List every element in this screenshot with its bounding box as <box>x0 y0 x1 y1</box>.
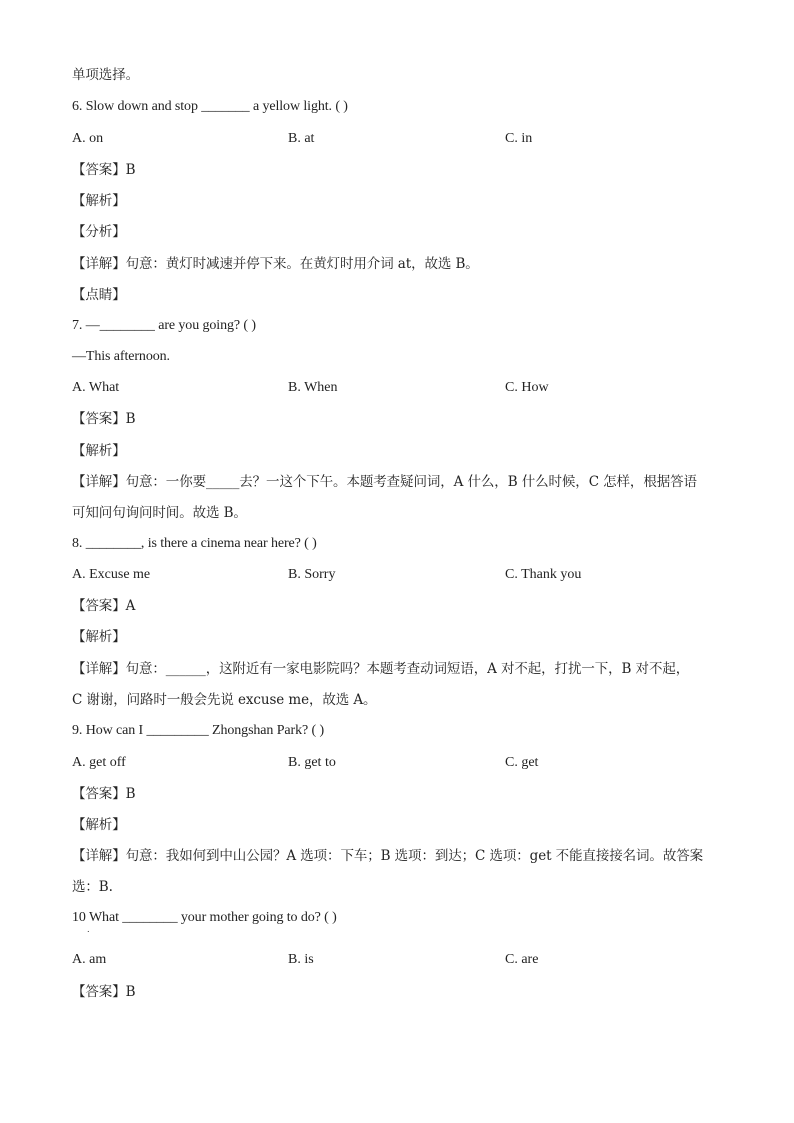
question-8-analysis-heading: 【解析】 <box>72 629 126 645</box>
question-7-answer: 【答案】B <box>72 411 136 427</box>
question-7-analysis-heading: 【解析】 <box>72 443 126 459</box>
question-9-detail-line-2: 选：B. <box>72 879 113 895</box>
question-9-stem: 9. How can I _________ Zhongshan Park? ( ) <box>72 723 325 738</box>
question-6-detail: 【详解】句意：黄灯时减速并停下来。在黄灯时用介词 at，故选 B。 <box>72 256 479 272</box>
question-9-detail-line-1: 【详解】句意：我如何到中山公园？A 选项：下车；B 选项：到达；C 选项：get 不能直接接名词。故答案 <box>72 848 704 864</box>
question-10-stray-dot: . <box>87 925 90 934</box>
question-10-option-b: B. is <box>288 952 314 967</box>
question-7-reply: —This afternoon. <box>72 349 170 364</box>
question-9-option-b: B. get to <box>288 755 336 770</box>
question-8-option-c: C. Thank you <box>505 567 582 582</box>
question-7-detail-line-1: 【详解】句意：一你要_____去？一这个下午。本题考查疑问词，A 什么，B 什么时候，C 怎样，根据答语 <box>72 474 697 490</box>
section-intro: 单项选择。 <box>72 67 139 83</box>
question-6-answer: 【答案】B <box>72 162 136 178</box>
question-6-option-c: C. in <box>505 131 533 146</box>
question-8-answer: 【答案】A <box>72 598 136 614</box>
question-9-option-a: A. get off <box>72 755 126 770</box>
question-6-option-a: A. on <box>72 131 104 146</box>
question-10-option-c: C. are <box>505 952 539 967</box>
question-6-fenxi-heading: 【分析】 <box>72 224 126 240</box>
question-6-option-b: B. at <box>288 131 315 146</box>
question-8-detail-line-2: C 谢谢，问路时一般会先说 excuse me，故选 A。 <box>72 692 377 708</box>
question-8-stem: 8. ________, is there a cinema near here? ( ) <box>72 536 317 551</box>
question-8-option-b: B. Sorry <box>288 567 336 582</box>
question-8-option-a: A. Excuse me <box>72 567 151 582</box>
question-7-stem: 7. —________ are you going? ( ) <box>72 318 256 333</box>
question-6-stem: 6. Slow down and stop _______ a yellow light. ( ) <box>72 99 348 114</box>
question-10-option-a: A. am <box>72 952 107 967</box>
question-10-answer: 【答案】B <box>72 984 136 1000</box>
question-7-option-c: C. How <box>505 380 549 395</box>
question-9-analysis-heading: 【解析】 <box>72 817 126 833</box>
question-7-detail-line-2: 可知问句询问时间。故选 B。 <box>72 505 247 521</box>
question-7-option-a: A. What <box>72 380 120 395</box>
question-9-answer: 【答案】B <box>72 786 136 802</box>
question-6-dianjing-heading: 【点睛】 <box>72 287 126 303</box>
question-7-option-b: B. When <box>288 380 338 395</box>
question-8-detail-line-1: 【详解】句意：______，这附近有一家电影院吗？本题考查动词短语，A 对不起，打扰一下，B 对不起， <box>72 661 690 677</box>
question-10-stem: 10 What ________ your mother going to do? ( ) <box>72 910 337 925</box>
question-6-analysis-heading: 【解析】 <box>72 193 126 209</box>
question-9-option-c: C. get <box>505 755 539 770</box>
